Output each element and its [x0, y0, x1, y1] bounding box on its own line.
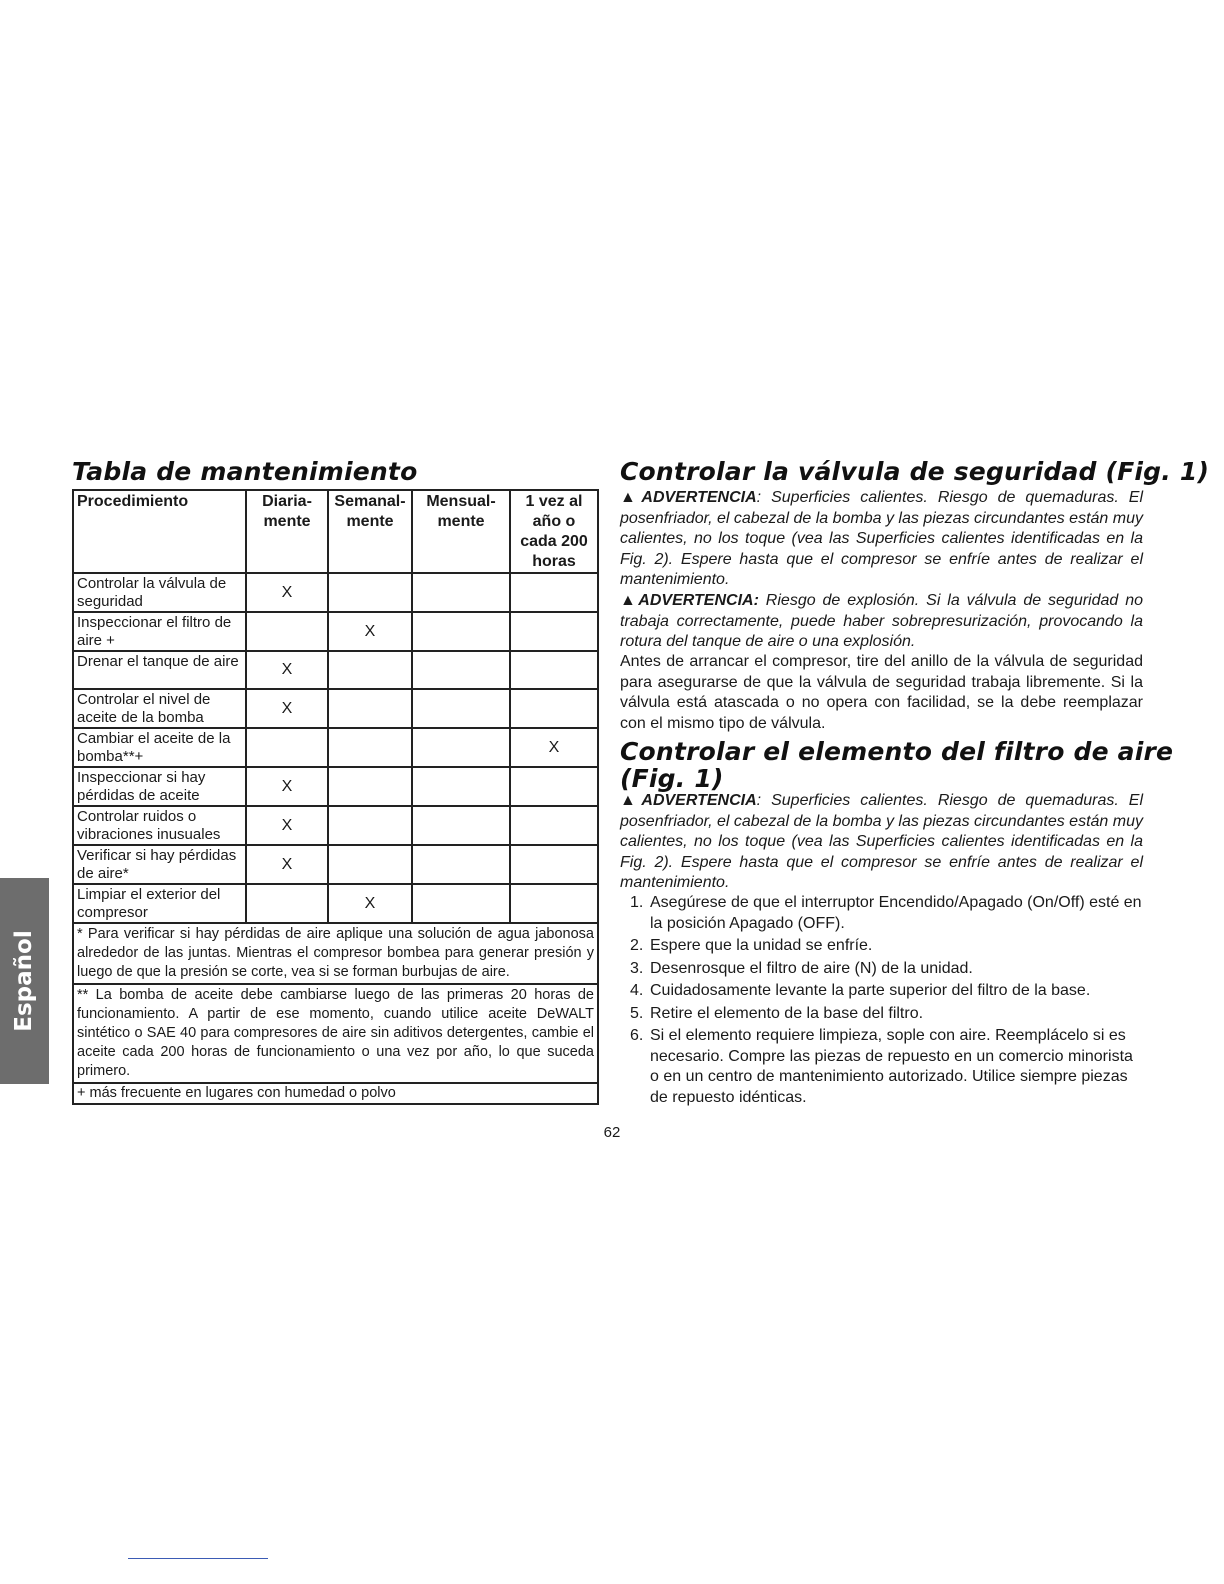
- step-text: Retire el elemento de la base del filtro.: [650, 1004, 924, 1022]
- table-header-row: [73, 490, 598, 573]
- mark-cell: [412, 612, 510, 651]
- warning-text: Riesgo de explosión. Si la válvula de seguridad no trabaja correctamente, puede haber sobrepresurización, provocando la rotura del tanque de aire o una explosión.: [620, 592, 1143, 650]
- footnote-air-leaks: * Para verificar si hay pérdidas de aire aplique una solución de agua jabonosa alrededor de las juntas. Mientras el compresor bombea para generar presión y luego de que la presión se corte, vea si se forman burbujas de aire.: [73, 923, 598, 984]
- warning-label: ADVERTENCIA: [641, 792, 757, 809]
- header-weekly: Semanal- mente: [328, 490, 412, 573]
- mark-cell: X: [328, 612, 412, 651]
- header-procedure: Procedimiento: [73, 490, 246, 573]
- procedure-cell: Inspeccionar si hay pérdidas de aceite: [73, 767, 246, 806]
- list-item: [620, 981, 1143, 1002]
- mark-cell: [510, 573, 598, 612]
- table-row: [73, 884, 598, 923]
- air-filter-title-line1: Controlar el elemento del filtro de aire: [620, 737, 1174, 766]
- list-item: [620, 893, 1143, 934]
- mark-cell: X: [246, 573, 328, 612]
- mark-cell: [328, 728, 412, 767]
- language-side-label: Español: [11, 930, 37, 1032]
- procedure-cell: Drenar el tanque de aire: [73, 651, 246, 689]
- table-row: [73, 573, 598, 612]
- header-monthly: Mensual- mente: [412, 490, 510, 573]
- mark-cell: [412, 845, 510, 884]
- mark-cell: [328, 767, 412, 806]
- mark-cell: [412, 884, 510, 923]
- table-row: [73, 728, 598, 767]
- hot-surface-warning: [620, 488, 1143, 591]
- procedure-cell: Controlar ruidos o vibraciones inusuales: [73, 806, 246, 845]
- mark-cell: [412, 806, 510, 845]
- mark-cell: [246, 612, 328, 651]
- mark-cell: [412, 728, 510, 767]
- warning-icon: ▲: [620, 489, 642, 506]
- procedure-cell: Controlar la válvula de seguridad: [73, 573, 246, 612]
- table-note-row: [73, 984, 598, 1083]
- step-text: Espere que la unidad se enfríe.: [650, 937, 873, 954]
- step-text: Cuidadosamente levante la parte superior del filtro de la base.: [650, 982, 1091, 999]
- list-item: [620, 959, 1143, 980]
- hot-surface-warning: [620, 791, 1143, 894]
- step-text: Asegúrese de que el interruptor Encendido/Apagado (On/Off) esté en la posición Apagado (OFF).: [650, 894, 1142, 932]
- maintenance-table-title: Tabla de mantenimiento: [72, 457, 418, 486]
- warning-text: : Superficies calientes. Riesgo de quemaduras. El posenfriador, el cabezal de la bomba y las piezas circundantes están muy calientes, no los toque (vea las Superficies calientes identificadas en la Fig. 2). Espere hasta que el compresor se enfríe antes de realizar el mantenimiento.: [620, 792, 1144, 891]
- list-item: [620, 936, 1143, 957]
- procedure-cell: Limpiar el exterior del compresor: [73, 884, 246, 923]
- step-number: 4.: [630, 982, 644, 999]
- table-row: [73, 806, 598, 845]
- mark-cell: [246, 884, 328, 923]
- mark-cell: X: [510, 728, 598, 767]
- mark-cell: X: [328, 884, 412, 923]
- table-row: [73, 767, 598, 806]
- mark-cell: [328, 806, 412, 845]
- mark-cell: [412, 573, 510, 612]
- step-text: Si el elemento requiere limpieza, sople con aire. Reemplácelo si es necesario. Compre las piezas de repuesto en un comercio minorista o en un centro de mantenimiento autorizado. Utilice siempre piezas de repuesto idénticas.: [650, 1027, 1133, 1106]
- mark-cell: [328, 651, 412, 689]
- mark-cell: [510, 806, 598, 845]
- table-row: [73, 689, 598, 728]
- mark-cell: [510, 612, 598, 651]
- table-note-row: [73, 1083, 598, 1104]
- warning-label: ADVERTENCIA: [641, 489, 757, 506]
- warning-text: : Superficies calientes. Riesgo de quemaduras. El posenfriador, el cabezal de la bomba y las piezas circundantes están muy calientes, no los toque (vea las Superficies calientes identificadas en la Fig. 2). Espere hasta que el compresor se enfríe antes de realizar el mantenimiento.: [620, 489, 1144, 588]
- mark-cell: [328, 845, 412, 884]
- mark-cell: [510, 689, 598, 728]
- footer-rule: [128, 1558, 268, 1559]
- footnote-humidity: + más frecuente en lugares con humedad o polvo: [73, 1083, 598, 1104]
- list-item: [620, 1026, 1143, 1108]
- list-item: [620, 1004, 1143, 1025]
- explosion-warning: [620, 591, 1143, 653]
- table-row: [73, 612, 598, 651]
- mark-cell: X: [246, 806, 328, 845]
- warning-label: ADVERTENCIA:: [638, 592, 759, 609]
- step-number: 6.: [630, 1027, 644, 1044]
- mark-cell: X: [246, 767, 328, 806]
- warning-icon: ▲: [620, 592, 639, 609]
- step-number: 3.: [630, 959, 644, 977]
- air-filter-steps: [620, 893, 1143, 1110]
- mark-cell: [412, 689, 510, 728]
- header-daily: Diaria- mente: [246, 490, 328, 573]
- mark-cell: [328, 689, 412, 728]
- air-filter-title-line2: (Fig. 1): [620, 764, 724, 793]
- mark-cell: [510, 884, 598, 923]
- step-text: Desenrosque el filtro de aire (N) de la unidad.: [650, 959, 973, 977]
- mark-cell: [412, 767, 510, 806]
- warning-icon: ▲: [620, 792, 642, 809]
- procedure-cell: Controlar el nivel de aceite de la bomba: [73, 689, 246, 728]
- mark-cell: [510, 767, 598, 806]
- safety-valve-instructions: Antes de arrancar el compresor, tire del anillo de la válvula de seguridad para asegurarse de que la válvula de seguridad trabaja libremente. Si la válvula está atascada o no opera con facilidad, se la debe reemplazar con el mismo tipo de válvula.: [620, 653, 1143, 732]
- procedure-cell: Verificar si hay pérdidas de aire*: [73, 845, 246, 884]
- table-row: [73, 651, 598, 689]
- maintenance-table: [72, 489, 599, 1105]
- mark-cell: [246, 728, 328, 767]
- mark-cell: [412, 651, 510, 689]
- page-number: 62: [603, 1124, 621, 1141]
- header-yearly: 1 vez al año o cada 200 horas: [510, 490, 598, 573]
- step-number: 5.: [630, 1004, 644, 1022]
- mark-cell: X: [246, 651, 328, 689]
- procedure-cell: Cambiar el aceite de la bomba**+: [73, 728, 246, 767]
- mark-cell: [510, 651, 598, 689]
- mark-cell: X: [246, 845, 328, 884]
- procedure-cell: Inspeccionar el filtro de aire +: [73, 612, 246, 651]
- mark-cell: [510, 845, 598, 884]
- footnote-pump-oil: ** La bomba de aceite debe cambiarse luego de las primeras 20 horas de funcionamiento. A partir de ese momento, cuando utilice aceite DeWALT sintético o SAE 40 para compresores de aire sin aditivos detergentes, cambie el aceite cada 200 horas de funcionamiento o una vez por año, lo que suceda primero.: [73, 984, 598, 1083]
- step-number: 2.: [630, 937, 644, 954]
- step-number: 1.: [630, 894, 644, 911]
- mark-cell: [328, 573, 412, 612]
- safety-valve-title: Controlar la válvula de seguridad (Fig. 1): [620, 457, 1210, 486]
- table-note-row: [73, 923, 598, 984]
- mark-cell: X: [246, 689, 328, 728]
- table-row: [73, 845, 598, 884]
